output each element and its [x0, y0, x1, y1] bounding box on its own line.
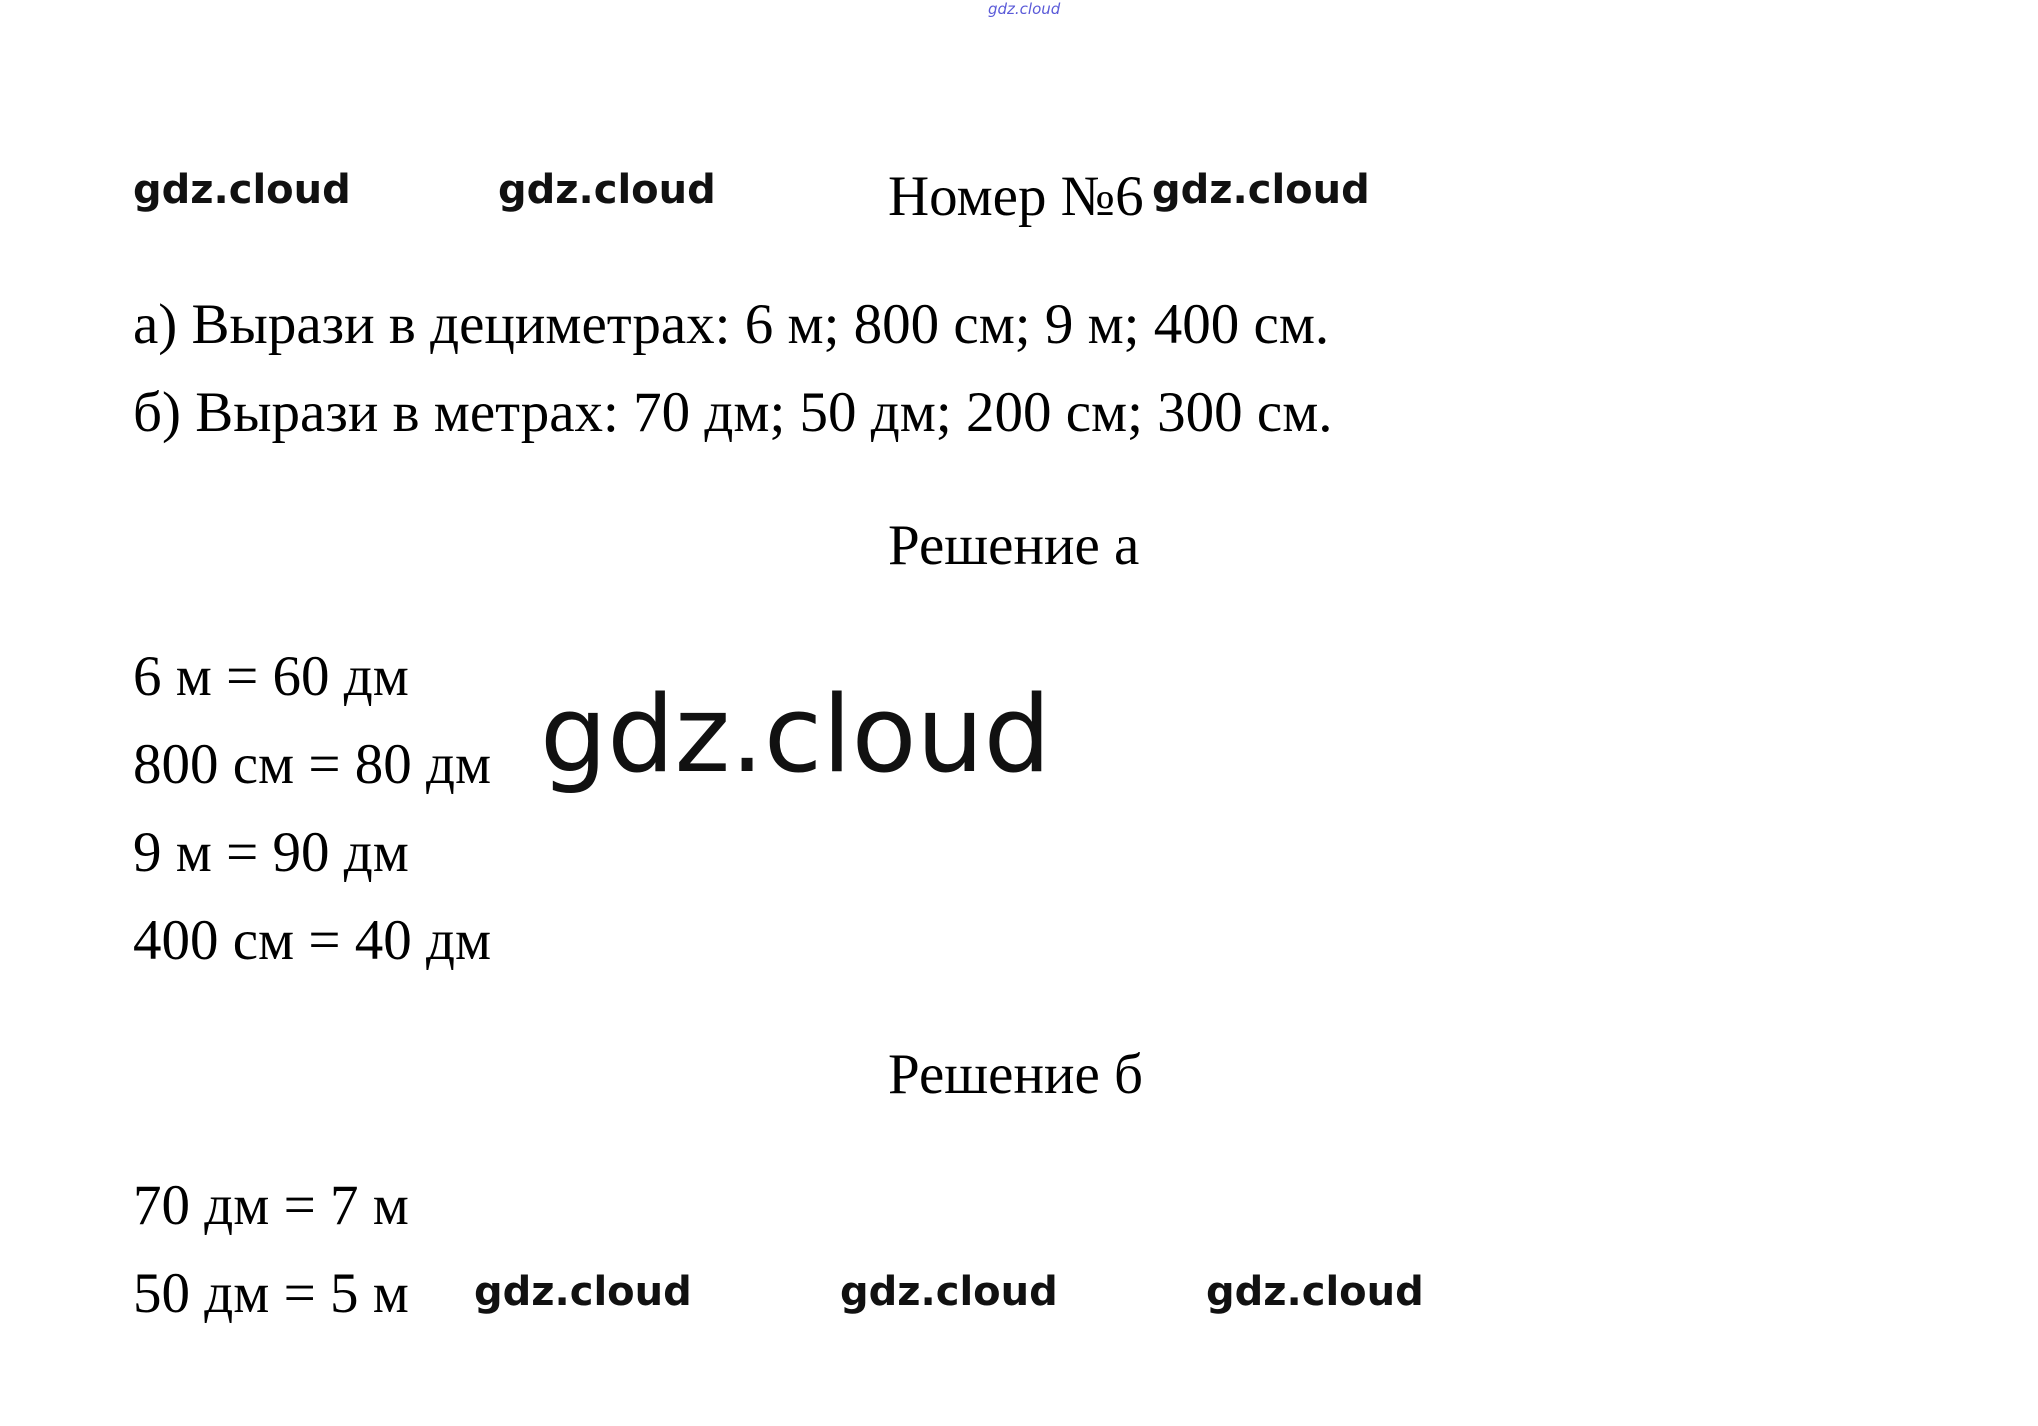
task-a: а) Вырази в дециметрах: 6 м; 800 см; 9 м; 400 см.: [133, 293, 1330, 356]
solution-b-line: 70 дм = 7 м: [133, 1174, 409, 1237]
watermark-large: gdz.cloud: [540, 673, 1051, 796]
solution-a-heading: Решение а: [888, 514, 1140, 577]
watermark: gdz.cloud: [1152, 167, 1370, 213]
watermark: gdz.cloud: [1206, 1269, 1424, 1315]
watermark-top: gdz.cloud: [988, 0, 1061, 18]
watermark: gdz.cloud: [840, 1269, 1058, 1315]
task-b: б) Вырази в метрах: 70 дм; 50 дм; 200 см; 300 см.: [133, 381, 1333, 444]
solution-b-heading: Решение б: [888, 1043, 1143, 1106]
solution-a-line: 800 см = 80 дм: [133, 733, 492, 796]
watermark: gdz.cloud: [133, 167, 351, 213]
solution-a-line: 9 м = 90 дм: [133, 821, 409, 884]
watermark: gdz.cloud: [474, 1269, 692, 1315]
page-title: Номер №6: [888, 165, 1144, 228]
watermark: gdz.cloud: [498, 167, 716, 213]
solution-a-line: 6 м = 60 дм: [133, 645, 409, 708]
solution-b-line: 50 дм = 5 м: [133, 1262, 409, 1325]
solution-a-line: 400 см = 40 дм: [133, 909, 492, 972]
